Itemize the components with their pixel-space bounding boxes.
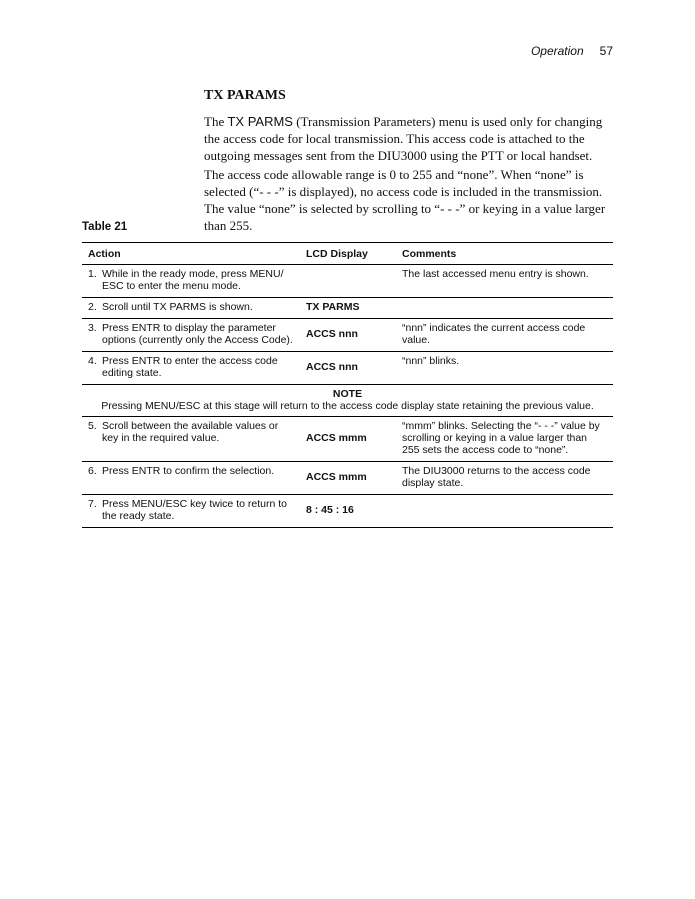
table-header-row (82, 243, 613, 265)
comment-cell: The last accessed menu entry is shown. (396, 265, 613, 298)
lcd-cell: TX PARMS (300, 298, 396, 319)
step-number: 4. (88, 355, 97, 367)
action-cell (82, 352, 300, 385)
lcd-cell: 8 : 45 : 16 (300, 495, 396, 528)
lcd-cell: ACCS mmm (300, 417, 396, 462)
step-action: Scroll between the available values or key in the required value. (102, 420, 279, 444)
lcd-cell (300, 265, 396, 298)
note-title: NOTE (332, 388, 363, 400)
comment-cell: The DIU3000 returns to the access code display state. (396, 462, 613, 495)
para1-pre: The (204, 114, 228, 129)
step-number: 2. (88, 301, 97, 313)
table-row (82, 298, 613, 319)
col-comments: Comments (396, 243, 613, 265)
col-lcd-display: LCD Display (300, 243, 396, 265)
step-number: 5. (88, 420, 97, 432)
lcd-cell: ACCS nnn (300, 319, 396, 352)
table-row (82, 495, 613, 528)
step-action: Press ENTR to display the parameter options (currently only the Access Code). (102, 322, 293, 346)
intro-paragraph (204, 113, 616, 164)
table-row (82, 265, 613, 298)
action-cell (82, 417, 300, 462)
range-paragraph: The access code allowable range is 0 to 255 and “none”. When “none” is selected (“- - -” is displayed), no access code is included in the transmission. The value “none” is selected by scrolling to “- - -” or keying in a value larger than 255. (204, 167, 606, 233)
comment-cell: “nnn” indicates the current access code value. (396, 319, 613, 352)
table-row (82, 352, 613, 385)
step-number: 6. (88, 465, 97, 477)
step-number: 3. (88, 322, 97, 334)
step-number: 7. (88, 498, 97, 510)
procedure-table (82, 242, 613, 528)
step-action: Press MENU/ESC key twice to return to the ready state. (102, 498, 287, 522)
note-text: Pressing MENU/ESC at this stage will return to the access code display state retaining the previous value. (101, 400, 594, 412)
page-number: 57 (599, 44, 613, 58)
lcd-cell: ACCS mmm (300, 462, 396, 495)
comment-cell (396, 495, 613, 528)
note-row (82, 385, 613, 417)
step-number: 1. (88, 268, 97, 280)
para1-post: (Transmission Parameters) menu is used only for changing the access code for local transmission. This access code is attached to the outgoing messages sent from the DIU3000 using the PTT or local handset. (204, 114, 603, 163)
col-action: Action (82, 243, 300, 265)
page-header (531, 44, 613, 58)
table-row (82, 417, 613, 462)
note-cell (82, 385, 613, 417)
table-caption: Table 21 (82, 221, 128, 233)
comment-cell: “mmm” blinks. Selecting the “- - -” value by scrolling or keying in a value larger than 255 sets the access code to “none”. (396, 417, 613, 462)
table-row (82, 462, 613, 495)
step-action: While in the ready mode, press MENU/ ESC to enter the menu mode. (102, 268, 284, 292)
action-cell (82, 495, 300, 528)
step-action: Press ENTR to confirm the selection. (102, 465, 275, 477)
action-cell (82, 298, 300, 319)
action-cell (82, 319, 300, 352)
comment-cell (396, 298, 613, 319)
menu-name: TX PARMS (227, 114, 293, 129)
header-section: Operation (530, 44, 584, 58)
section-title: TX PARAMS (204, 88, 286, 103)
action-cell (82, 462, 300, 495)
step-action: Scroll until TX PARMS is shown. (102, 301, 253, 313)
table-row (82, 319, 613, 352)
lcd-cell: ACCS nnn (300, 352, 396, 385)
step-action: Press ENTR to enter the access code editing state. (102, 355, 278, 379)
action-cell (82, 265, 300, 298)
comment-cell: “nnn” blinks. (396, 352, 613, 385)
